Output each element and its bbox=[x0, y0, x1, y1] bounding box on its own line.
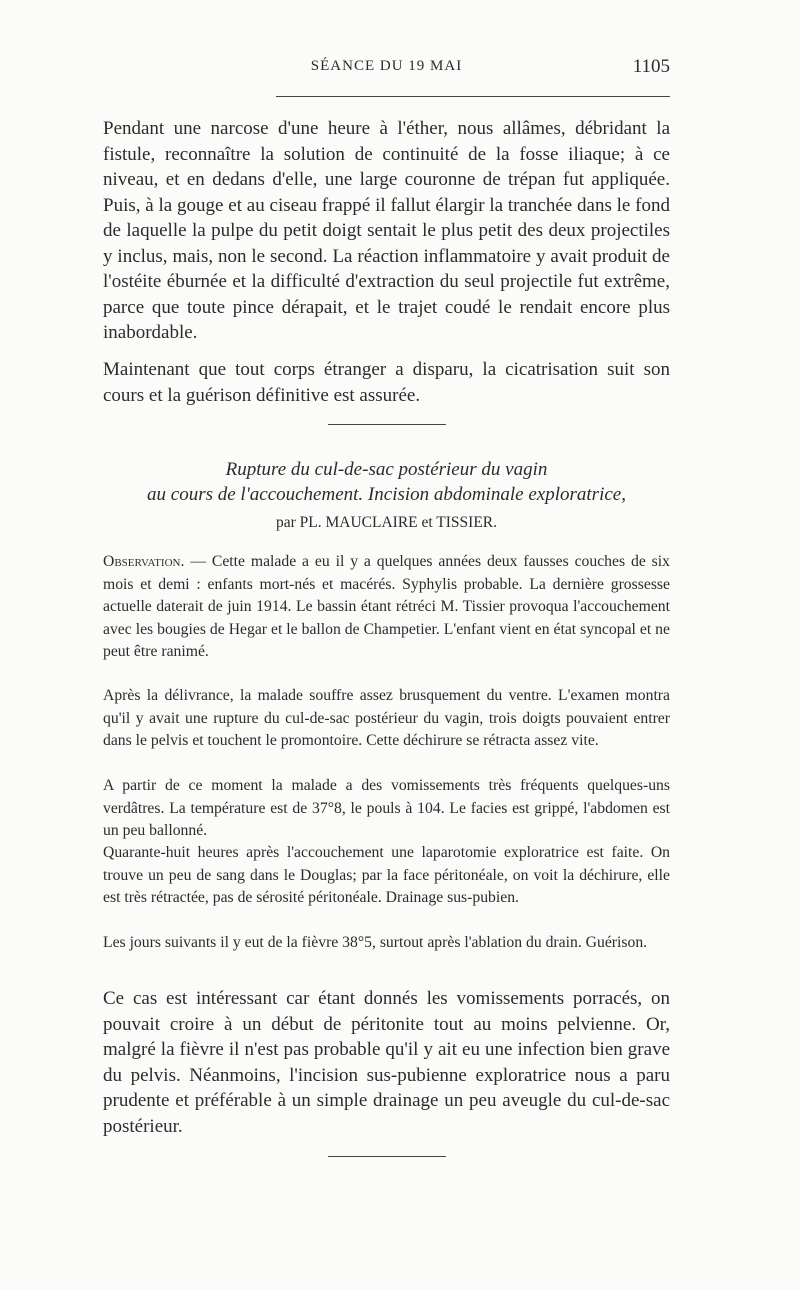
observation-paragraph-2: Après la délivrance, la malade souffre assez brusquement du ventre. L'examen montra qu'il y avait une rupture du cul-de-sac postérieur du vagin, trois doigts pouvaient entrer dans le pelvis et touchent le promontoire. Cette déchirure se rétracta assez vite. bbox=[103, 687, 670, 749]
observation-paragraph-5: Les jours suivants il y eut de la fièvre 38°5, surtout après l'ablation du drain. Guérison. bbox=[103, 934, 648, 951]
running-header bbox=[103, 58, 670, 88]
conclusion-paragraph: Ce cas est intéressant car étant donnés les vomissements porracés, on pouvait croire à un début de péritonite tout au moins pelvienne. Or, malgré la fièvre il n'est pas probable qu'il y ait eu une infection bien grave du pelvis. Néanmoins, l'incision sus-pubienne exploratrice nous a paru prudente et préférable à un simple drainage un peu aveugle du cul-de-sac postérieur. bbox=[103, 988, 670, 1137]
observation-paragraph-4: Quarante-huit heures après l'accouchement une laparotomie exploratrice est faite. On trouve un peu de sang dans le Douglas; par la face péritonéale, on voit la déchirure, elle est très rétractée, pas de sérosité péritonéale. Drainage sus-pubien. bbox=[103, 844, 670, 906]
observation-paragraph-1 bbox=[103, 551, 670, 664]
running-title: SÉANCE DU 19 MAI bbox=[310, 58, 463, 74]
body-paragraph-2: Maintenant que tout corps étranger a disparu, la cicatrisation suit son cours et la guérison définitive est assurée. bbox=[103, 359, 670, 406]
article-title-line-1: Rupture du cul-de-sac postérieur du vagin bbox=[225, 459, 548, 480]
page-number: 1105 bbox=[632, 56, 670, 77]
body-paragraph-1: Pendant une narcose d'une heure à l'éther, nous allâmes, débridant la fistule, reconnaître la solution de continuité de la fosse iliaque; à ce niveau, et en dedans d'elle, une large couronne de trépan fut appliquée. Puis, à la gouge et au ciseau frappé il fallut élargir la tranchée dans le fond de laquelle la pulpe du petit doigt sentait le plus petit des deux projectiles y inclus, mais, non le second. La réaction inflammatoire y avait produit de l'ostéite éburnée et la difficulté d'extraction du seul projectile fut extrême, parce que toute pince dérapait, et le trajet coudé le rendait encore plus inabordable. bbox=[103, 118, 670, 343]
end-separator bbox=[328, 1156, 446, 1157]
article-authors: par PL. MAUCLAIRE et TISSIER. bbox=[275, 514, 497, 531]
observation-label: Observation. bbox=[103, 553, 185, 570]
observation-paragraph-3: A partir de ce moment la malade a des vomissements très fréquents quelques-uns verdâtres. La température est de 37°8, le pouls à 104. Le facies est grippé, l'abdomen est un peu ballonné. bbox=[103, 777, 670, 839]
header-rule bbox=[276, 96, 670, 97]
article-title-line-2: au cours de l'accouchement. Incision abdominale exploratrice, bbox=[147, 484, 626, 505]
section-separator bbox=[328, 424, 446, 425]
observation-text-1: — Cette malade a eu il y a quelques années deux fausses couches de six mois et demi : enfants mort-nés et macérés. Syphylis probable. La dernière grossesse actuelle daterait de juin 1914. Le bassin étant rétréci M. Tissier provoqua l'accouchement avec les bougies de Hegar et le ballon de Champetier. L'enfant vient en état syncopal et ne peut être ranimé. bbox=[103, 553, 670, 660]
